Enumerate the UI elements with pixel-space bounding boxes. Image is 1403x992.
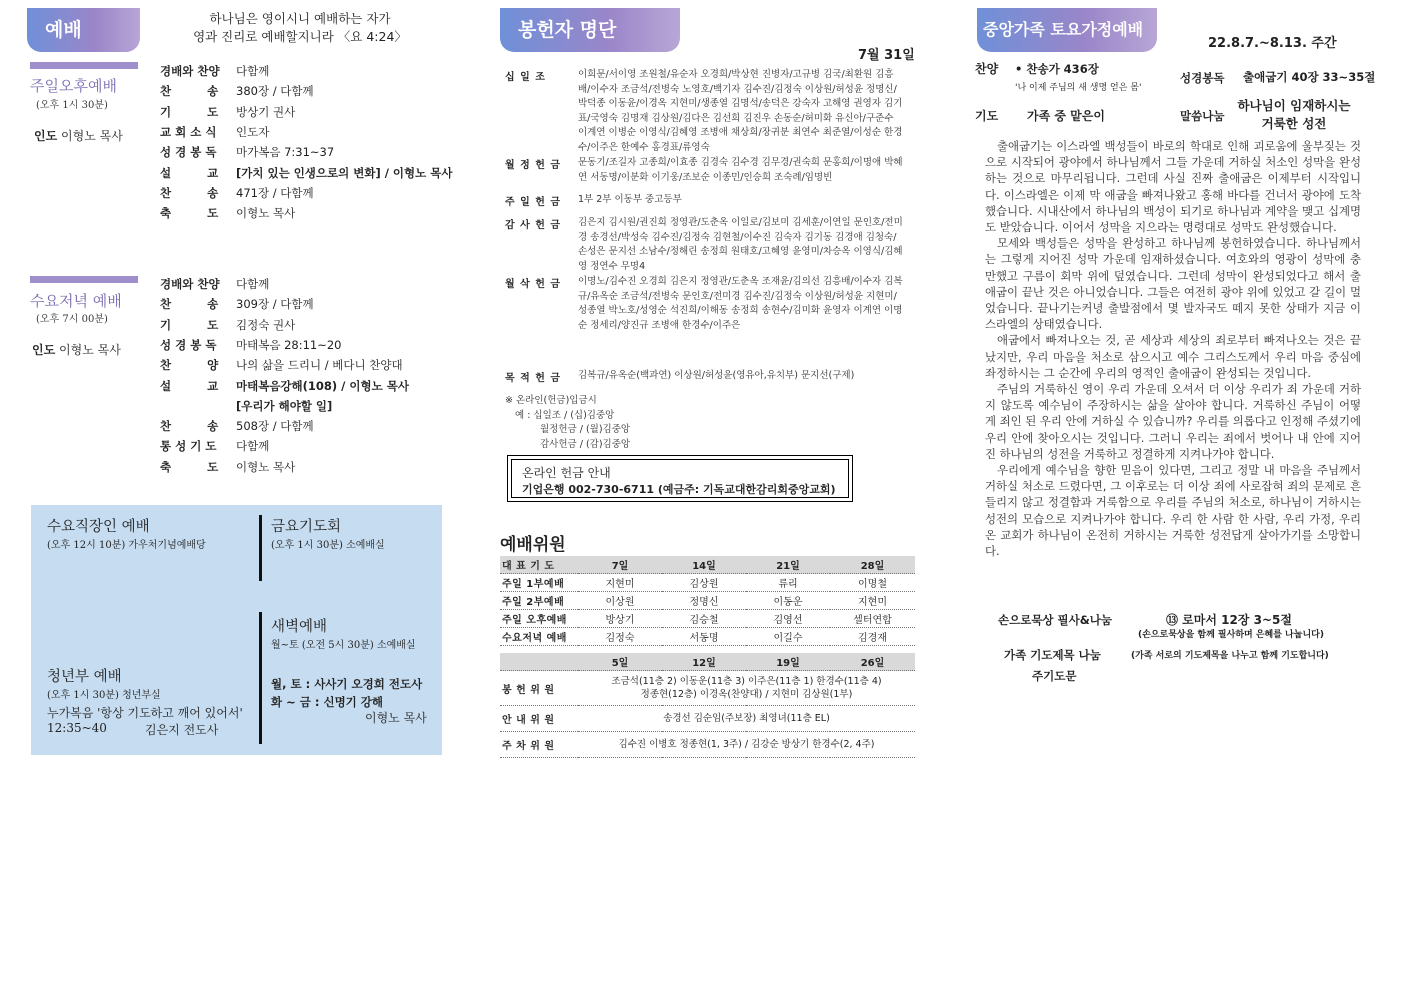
order-value: 나의 삶을 드리니 / 베다니 찬양대 [236,358,403,373]
family-worship-tab: 중앙가족 토요가정예배 [977,8,1157,52]
dawn-title: 새벽예배 [271,619,328,635]
order-label: 찬 송 [160,84,219,99]
order-row [160,457,295,477]
committee-members [578,732,915,758]
order-label: 기 도 [160,317,219,332]
handwriting-passage: ⑬ 로마서 12장 3~5절 [1166,613,1292,627]
table-cell: 정명신 [662,592,746,610]
box-divider-2 [259,612,262,744]
committee-label: 봉 헌 위 원 [500,671,578,706]
reading-label: 성경봉독 [1180,71,1225,85]
other-services-box [31,505,442,755]
order-value: 방상기 권사 [236,104,296,119]
order-row [160,81,314,101]
order-value: 다함께 [236,277,270,291]
youth-text: 누가복음 '항상 기도하고 깨어 있어서' [47,706,243,720]
order-row [160,355,403,375]
table-header-cell: 대 표 기 도 [500,556,578,574]
table-cell: 주일 오후예배 [500,610,578,628]
table-row [500,706,915,732]
verse-line-2: 영과 진리로 예배할지니라 〈요 4:24〉 [193,29,407,44]
dawn-tuefri: 화 ~ 금 : 신명기 강해 [271,695,384,709]
committee-line: 조금석(11층 2) 이동운(11층 3) 이주은(11층 1) 한경수(11층 4) [611,676,882,687]
table-cell: 주일 2부예배 [500,592,578,610]
wednesday-leader-name: 이형노 목사 [59,343,121,357]
prayer-table [500,556,915,646]
youth-time: (오후 1시 30분) 청년부실 [47,690,161,701]
committee-members [578,706,915,732]
order-label: 경배와 찬양 [160,277,220,291]
offering-label: 월 삭 헌 금 [505,279,562,290]
hymn-sub: '나 이제 주님의 새 생명 얻은 몸' [1015,83,1142,93]
order-row [160,142,334,162]
table-header-cell: 28일 [830,556,915,574]
paragraph-1: 출애굽기는 이스라엘 백성들이 바로의 학대로 인해 괴로움에 울부짖는 것으로 시작되어 광야에서 하나님께서 그들 가운데 거하실 처소인 성막을 완성하는 것으로 마무리됩니다. 그런데 사실 진짜 출애굽은 이제부터 시작입니다. 이스라엘은 이제 막 애굽을 빠져나왔고 홍해 바다를 건너서 광야에 도착했습니다. 시내산에서 하나님의 백성이 되기로 하나님과 계약을 맺고 십계명도 받았습니다. 이어서 성막을 지으라는 명령대로 성막도 완성했습니다. [985,139,1361,235]
prayer-label: 기도 [975,109,999,123]
table-header-cell: 19일 [746,653,830,671]
table-header-row [500,556,915,574]
paragraph-2: 모세와 백성들은 성막을 완성하고 하나님께 봉헌하였습니다. 하나님께서는 그렇게 지어진 성막 가운데 임재하셨습니다. 여호와의 영광이 성막에 충만했고 구름이 회막 위에 덮였습니다. 그런데 성막이 완성되었다고 해서 출애굽이 끝난 것은 아니었습니다. 그들은 여전히 광야 위에 있었고 갈 길이 멀었습니다. 끝나기는커녕 출발점에서 몇 발자국도 떼지 못한 상태가 지금 이스라엘의 상태였습니다. [985,236,1361,332]
lords-prayer-label: 주기도문 [1032,669,1077,683]
verse [160,10,440,46]
table-header-cell: 7일 [578,556,662,574]
order-row [160,61,269,81]
order-value: [우리가 해야할 일] [236,398,333,413]
order-value: 마태복음 28:11~20 [236,337,342,352]
note-line-3: 월정헌금 / (월)김중앙 [540,424,631,435]
order-row [160,315,295,335]
committee-line: 김수진 이병호 정종현(1, 3주) / 김강순 방상기 한경수(2, 4주) [618,739,875,750]
table-row [500,671,915,706]
order-value: 309장 / 다함께 [236,297,314,312]
reading: 출애굽기 40장 33~35절 [1243,70,1376,84]
order-label: 통 성 기 도 [160,439,217,454]
wednesday-leader-label: 인도 [32,343,56,357]
youth-verse: 12:35~40 [47,721,107,735]
committee-line: 정종현(12층) 이경옥(찬양대) / 지현미 김상원(1부) [640,689,853,700]
order-value: 다함께 [236,64,270,78]
order-label: 교 회 소 식 [160,124,217,139]
committee-members [578,671,915,706]
order-row [160,396,332,416]
order-label: 축 도 [160,459,219,474]
box-divider-1 [259,515,262,581]
offering-date: 7월 31일 [858,48,915,63]
committee-title: 예배위원 [500,535,566,555]
offering-names: 문동기/조길자 고종희/이효종 김경숙 김수경 김무경/권숙희 문홍희/이명애 박혜연 서동명/이분화 이기웅/조보순 이종민/인승희 조숙례/임명빈 [578,157,903,183]
offering-names: 이명노/김수진 오경희 김은지 정영관/도춘옥 조재윤/김의선 김흥배/이수자 김복규/유옥순 조금석/전병숙 문인호/전미경 김수진/김정숙 이상원/허성윤 지현미/성종열 박노호/성영순 석진희/이해동 송정희 송현수/김미화 윤영자 이계연 이명순 정세리/양진규 조병애 한경수/이주은 [578,276,903,331]
order-value: 이형노 목사 [236,206,296,221]
table-cell: 김상원 [662,574,746,592]
table-header-cell: 14일 [662,556,746,574]
order-label: 성 경 봉 독 [160,145,217,160]
online-offering-box [507,455,853,502]
order-value: 마태복음강해(108) / 이형노 목사 [236,378,409,393]
order-label: 경배와 찬양 [160,64,220,78]
dawn-pastor: 이형노 목사 [365,711,427,725]
table-cell: 지현미 [830,592,915,610]
table-cell: 주일 1부예배 [500,574,578,592]
order-value: 인도자 [236,124,270,139]
order-label: 설 교 [160,378,219,393]
order-row [160,122,269,142]
order-value: 471장 / 다함께 [236,185,314,200]
offering-label: 감 사 헌 금 [505,220,562,231]
offering-names: 1부 2부 이동부 중고등부 [578,194,682,205]
table-header-cell: 21일 [746,556,830,574]
sermon-title-line-1: 하나님이 임재하시는 [1237,98,1351,113]
friday-title: 금요기도회 [271,519,342,535]
sunday-service-time: (오후 1시 30분) [36,100,108,111]
order-label: 축 도 [160,206,219,221]
dawn-monsat: 월, 토 : 사사기 오경희 전도사 [271,677,423,691]
worship-tab: 예배 [27,8,140,52]
wed-worker-time: (오후 12시 10분) 가우처기념예배당 [47,540,206,551]
wednesday-service-title: 수요저녁 예배 [30,292,122,310]
order-label: 기 도 [160,104,219,119]
table-row [500,732,915,758]
note-line-2: 예 : 십일조 / (십)김중앙 [515,409,615,421]
hymn: • 찬송가 436장 [1015,62,1099,76]
table-header-cell: 12일 [662,653,746,671]
family-prayer-sub: (가족 서로의 기도제목을 나누고 함께 기도합니다) [1131,651,1329,661]
order-label: 성 경 봉 독 [160,337,217,352]
sermon-title [1234,97,1354,133]
online-title: 온라인 헌금 안내 [522,466,611,480]
online-offering-inner [511,459,849,498]
wednesday-service-time: (오후 7시 00분) [36,314,108,325]
table-cell: 이명철 [830,574,915,592]
handwriting-label: 손으로묵상 필사&나눔 [998,613,1113,627]
offering-label: 목 적 헌 금 [505,373,562,384]
verse-line-1: 하나님은 영이시니 예배하는 자가 [209,11,391,26]
prayer: 가족 중 맡은이 [1027,109,1105,123]
order-row [160,416,314,436]
offering-names: 이희문/서이영 조원철/유순자 오경희/박상현 진병자/고규병 김국/최환원 김흥배/이수자 조금석/전병숙 노영호/백기자 김수진/김정숙 이상원/허성윤 정명신/박덕종 이동윤/이경옥 지현미/생종열 김명석/송덕은 강숙자 고해영 권영자 김기표/국영숙 김명재 김상원/김다은 김선희 김진우 손동순/허미화 유신아/구준수 이계연 이병순 이영식/김혜영 조병애 채상희/장귀분 최연수 최준열/이성순 한경수/이주은 한예수 홍경표/류영숙 [578,69,903,153]
youth-title: 청년부 예배 [47,669,122,685]
sunday-leader-name: 이형노 목사 [61,129,123,143]
table-row [500,574,915,592]
order-value: 이형노 목사 [236,459,296,474]
sermon-title-line-2: 거룩한 성전 [1261,116,1327,131]
order-row [160,274,269,294]
paragraph-5: 우리에게 예수님을 향한 믿음이 있다면, 그리고 정말 내 마음을 주님께서 거하실 처소로 드렸다면, 그 이후로는 더 이상 죄에 사로잡혀 죄의 문제로 흔들리지 않고 정결함과 거룩함으로 우리를 주님의 처소로, 하나님이 거하시는 성전의 모습으로 지켜나가야 합니다. 우리 한 사람 한 사람, 우리 가정, 우리 온 교회가 하나님이 온전히 거하시는 거룩한 성전답게 살아가기를 소망합니다. [985,463,1361,559]
table-cell: 이상원 [578,592,662,610]
order-label: 찬 송 [160,297,219,312]
order-label: 설 교 [160,165,219,180]
family-prayer-label: 가족 기도제목 나눔 [1004,648,1101,662]
order-value: [가치 있는 인생으로의 변화] / 이형노 목사 [236,165,453,180]
note-line-1: ※ 온라인(헌금)입금시 [505,395,597,406]
order-row [160,163,452,183]
sermon-body [985,138,1361,559]
friday-time: (오후 1시 30분) 소예배실 [271,540,385,551]
sunday-leader-label: 인도 [34,129,58,143]
sermon-label: 말씀나눔 [1180,109,1225,123]
order-value: 마가복음 7:31~37 [236,145,335,160]
order-value: 508장 / 다함께 [236,419,314,434]
table-cell: 방상기 [578,610,662,628]
offering-label: 십 일 조 [505,72,546,83]
order-value: 다함께 [236,439,270,454]
sunday-service-title: 주일오후예배 [30,77,117,95]
offering-names: 김은지 김시원/권진희 정영관/도춘옥 이일로/김보미 김세훈/이연일 문인호/전미경 송경선/박성숙 김수진/김정숙 김현철/이수진 김숙자 김기동 김경애 김청숙/손성은 문지선 소남수/정해린 송정희 원태호/고혜영 윤영미/차승옥 이영식/김혜영 정연수 무명4 [578,217,903,272]
committee-table [500,653,915,758]
committee-label: 안 내 위 원 [500,706,578,732]
order-row [160,183,314,203]
committee-label: 주 차 위 원 [500,732,578,758]
order-label: 찬 양 [160,358,219,373]
paragraph-4: 주님의 거룩하신 영이 우리 가운데 오셔서 더 이상 우리가 죄 가운데 거하지 않도록 예수님이 주장하시는 삶을 살아야 합니다. 거룩하신 주님이 어떻게 죄인 된 우리 안에 거하실 수 있습니까? 우리를 의롭다고 인정해 주셨기에 우리 안에 찾아오시는 것입니다. 그러니 우리는 죄에서 벗어나 내 안에 지어진 하나님의 성전을 거룩하고 정결하게 지켜나가야 합니다. [985,382,1361,461]
order-row [160,294,314,314]
sunday-bar [30,62,138,69]
hymn-label: 찬양 [975,62,999,76]
offering-names: 김복규/유옥순(백과연) 이상원/허성윤(영유아,유치부) 문지선(구제) [578,370,855,381]
wednesday-bar [30,276,138,283]
table-cell: 서동명 [662,628,746,646]
online-account: 기업은행 002-730-6711 (예금주: 기독교대한감리회중앙교회) [522,483,836,496]
table-row [500,628,915,646]
sunday-leader [34,127,123,144]
youth-leader: 김은지 전도사 [145,723,219,737]
table-cell: 지현미 [578,574,662,592]
order-row [160,335,342,355]
table-cell: 김영선 [746,610,830,628]
offering-tab: 봉헌자 명단 [500,8,680,52]
order-row [160,102,295,122]
table-cell: 수요저녁 예배 [500,628,578,646]
order-label: 찬 송 [160,185,219,200]
offering-label: 월 정 헌 금 [505,160,562,171]
dawn-time: 월~토 (오전 5시 30분) 소예배실 [271,640,416,651]
order-label: 찬 송 [160,419,219,434]
wed-worker-title: 수요직장인 예배 [47,519,150,535]
table-cell: 셀터연합 [830,610,915,628]
order-row [160,376,409,396]
order-value: 380장 / 다함께 [236,84,314,99]
table-header-cell: 26일 [830,653,915,671]
table-cell: 류리 [746,574,830,592]
table-row [500,610,915,628]
table-header-cell: 5일 [578,653,662,671]
offering-label: 주 일 헌 금 [505,197,562,208]
order-value: 김정숙 권사 [236,317,296,332]
handwriting-sub: (손으로묵상을 함께 필사하며 은혜를 나눕니다) [1138,630,1324,640]
table-cell: 김정숙 [578,628,662,646]
online-note [505,394,630,452]
note-line-4: 감사헌금 / (감)김중앙 [540,438,631,450]
table-row [500,592,915,610]
week-period: 22.8.7.~8.13. 주간 [1208,36,1337,51]
table-cell: 김경재 [830,628,915,646]
order-row [160,436,269,456]
table-cell: 이길수 [746,628,830,646]
table-header-cell [500,653,578,671]
order-row [160,203,295,223]
paragraph-3: 애굽에서 빠져나오는 것, 곧 세상과 세상의 죄로부터 빠져나오는 것은 끝났지만, 우리 마음을 처소로 삼으시고 예수 그리스도께서 우리 마음 중심에 좌정하시는 그 순간에 우리의 영적인 출애굽이 완성되는 것입니다. [985,333,1361,380]
committee-line: 송경선 김순임(주보장) 최영녀(11층 EL) [663,713,830,724]
table-header-row [500,653,915,671]
table-cell: 이동운 [746,592,830,610]
wednesday-leader [32,341,121,358]
table-cell: 김승철 [662,610,746,628]
